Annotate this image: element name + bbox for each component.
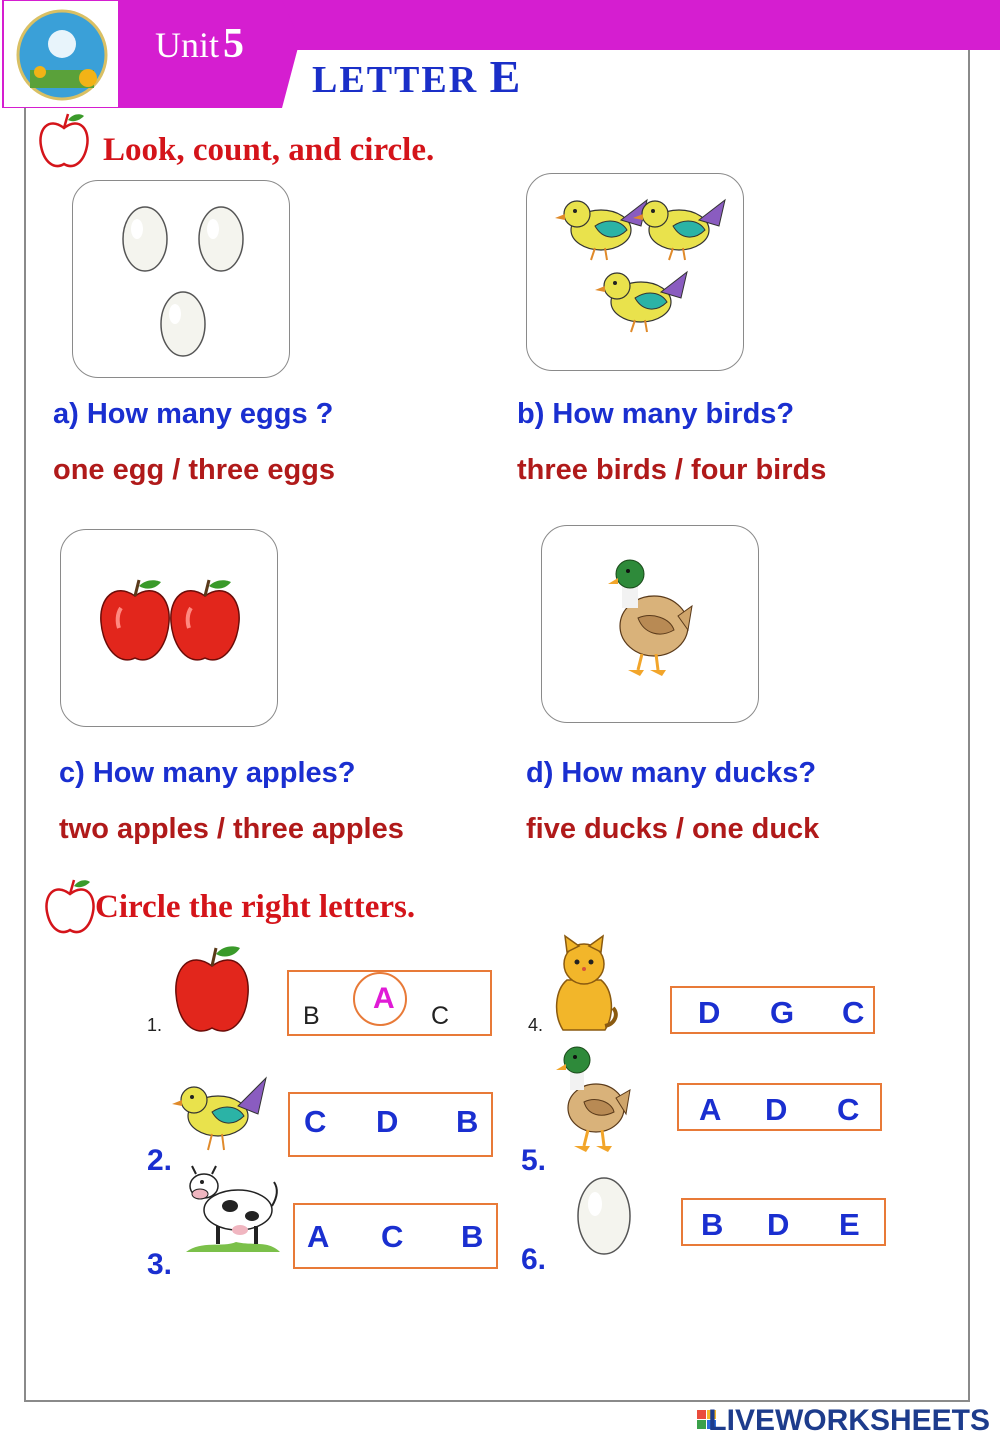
question-c: c) How many apples?	[59, 757, 356, 789]
school-logo-icon	[18, 11, 106, 99]
answer-box-6	[681, 1198, 886, 1246]
options-b[interactable]: three birds / four birds	[517, 454, 827, 486]
question-b: b) How many birds?	[517, 398, 795, 430]
apple-outline-icon	[44, 876, 96, 938]
letter-choice[interactable]: D	[767, 1207, 790, 1242]
answer-box-4	[670, 986, 875, 1034]
apple-outline-icon	[38, 110, 90, 172]
letter-choice-circled[interactable]: A	[373, 982, 395, 1015]
letter-choice[interactable]: C	[431, 1002, 450, 1030]
letter-choice[interactable]: A	[699, 1092, 722, 1127]
answer-box-5	[677, 1083, 882, 1131]
bird-icon	[595, 272, 687, 332]
duck-picture	[541, 525, 759, 723]
section1-title: Look, count, and circle.	[103, 132, 435, 168]
letter-choice[interactable]: C	[304, 1104, 327, 1139]
row-number: 2.	[147, 1144, 173, 1177]
letter-choice[interactable]: D	[698, 995, 721, 1030]
apple-icon	[171, 580, 239, 660]
apple-icon	[172, 942, 252, 1036]
bird-icon	[172, 1072, 272, 1156]
title-letter: E	[489, 51, 523, 102]
row-number: 5.	[521, 1144, 547, 1177]
question-d: d) How many ducks?	[526, 757, 817, 789]
letter-choice[interactable]: B	[303, 1002, 320, 1030]
letter-choice[interactable]: G	[770, 995, 795, 1030]
letter-choice[interactable]: B	[701, 1207, 724, 1242]
duck-icon	[556, 1038, 636, 1158]
bird-icon	[633, 200, 725, 260]
letter-choice[interactable]: A	[307, 1219, 330, 1254]
egg-icon	[199, 207, 243, 271]
answer-box-3	[293, 1203, 498, 1269]
footer-brand[interactable]: LIVEWORKSHEETS	[708, 1404, 990, 1437]
egg-icon	[574, 1174, 634, 1258]
page-title: LETTER E	[312, 51, 523, 102]
eggs-picture	[72, 180, 290, 378]
egg-icon	[161, 292, 205, 356]
duck-icon	[608, 560, 692, 676]
birds-picture	[526, 173, 744, 371]
options-a[interactable]: one egg / three eggs	[53, 454, 335, 486]
letter-choice[interactable]: C	[842, 995, 865, 1030]
letter-choice[interactable]: C	[381, 1219, 404, 1254]
row-number: 3.	[147, 1248, 173, 1281]
cow-icon	[182, 1160, 282, 1256]
cat-icon	[549, 934, 619, 1036]
apples-picture	[60, 529, 278, 727]
options-d[interactable]: five ducks / one duck	[526, 813, 820, 845]
letter-choice[interactable]: C	[837, 1092, 860, 1127]
letter-choice[interactable]: D	[765, 1092, 788, 1127]
row-number: 1.	[147, 1015, 163, 1035]
answer-box-2	[288, 1092, 493, 1157]
answer-box-1	[287, 970, 492, 1036]
letter-choice[interactable]: E	[839, 1207, 860, 1242]
row-number: 6.	[521, 1243, 547, 1276]
options-c[interactable]: two apples / three apples	[59, 813, 404, 845]
bird-icon	[555, 200, 647, 260]
apple-icon	[101, 580, 169, 660]
header-bar	[280, 0, 1000, 50]
question-a: a) How many eggs ?	[53, 398, 334, 430]
section2-title: Circle the right letters.	[95, 889, 416, 925]
unit-number: 5	[223, 21, 245, 67]
letter-choice[interactable]: D	[376, 1104, 399, 1139]
letter-choice[interactable]: B	[461, 1219, 484, 1254]
unit-label: Unit5	[155, 21, 245, 67]
unit-banner	[0, 0, 300, 108]
letter-choice[interactable]: B	[456, 1104, 479, 1139]
row-number: 4.	[528, 1015, 544, 1035]
egg-icon	[123, 207, 167, 271]
